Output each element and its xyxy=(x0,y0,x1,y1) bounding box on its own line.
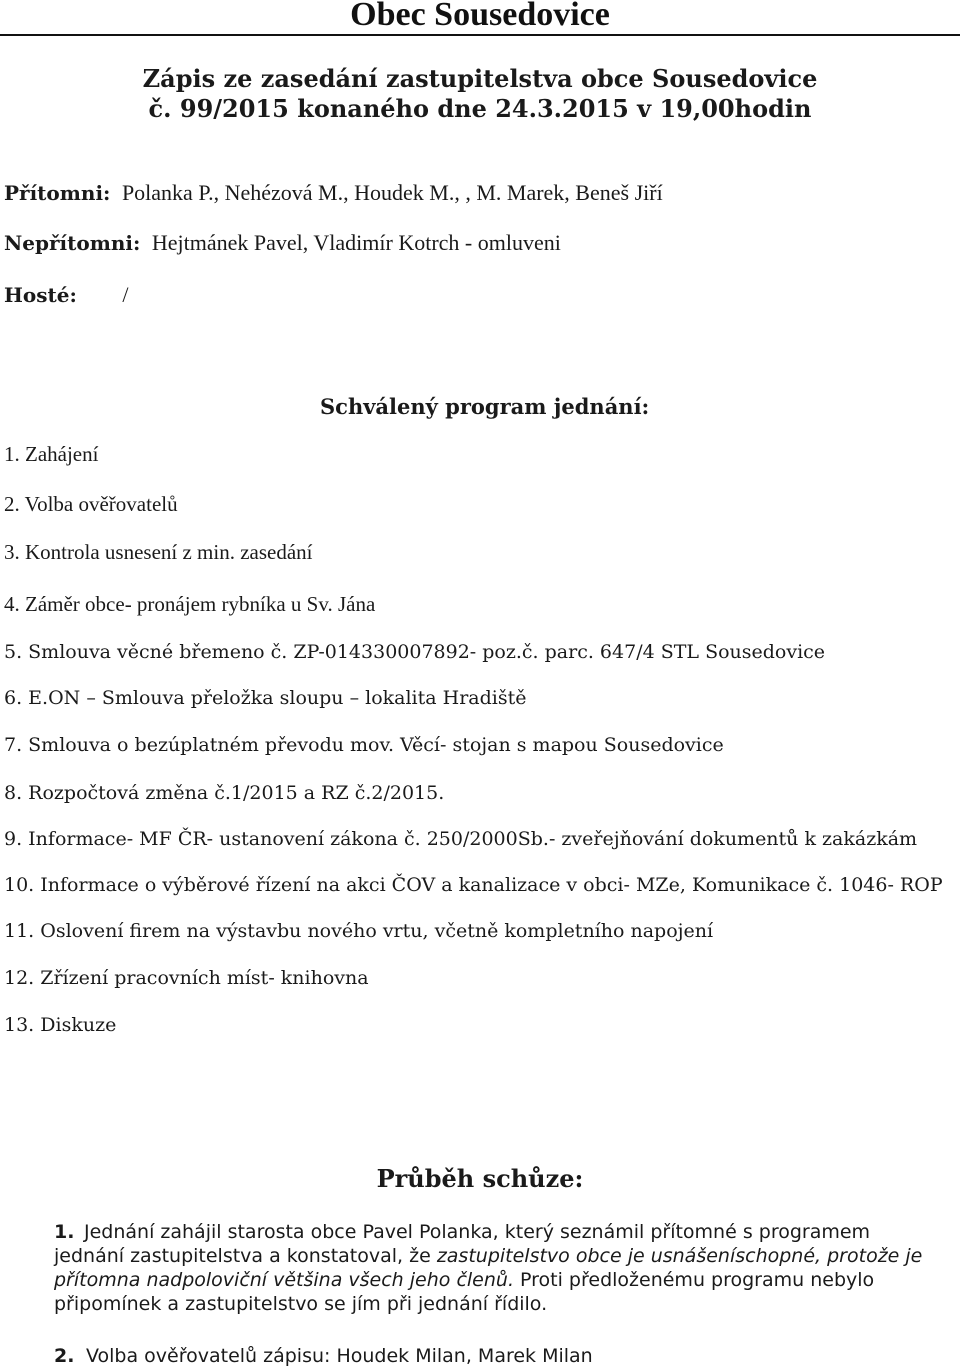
municipality-title: Obec Sousedovice xyxy=(350,0,610,33)
program-item: 4. Záměr obce- pronájem rybníka u Sv. Jána xyxy=(4,592,376,616)
program-item: 6. E.ON – Smlouva přeložka sloupu – lokalita Hradiště xyxy=(4,687,527,709)
program-item: 5. Smlouva věcné břemeno č. ZP-014330007892- poz.č. parc. 647/4 STL Sousedovice xyxy=(4,641,826,663)
paragraph-1-number: 1. xyxy=(54,1221,75,1243)
guests-label: Hosté: xyxy=(4,283,77,307)
program-item: 1. Zahájení xyxy=(4,442,99,466)
program-item: 8. Rozpočtová změna č.1/2015 a RZ č.2/2015. xyxy=(4,782,445,804)
absent-row xyxy=(4,230,561,256)
program-item: 13. Diskuze xyxy=(4,1014,117,1036)
present-value: Polanka P., Nehézová M., Houdek M., , M. Marek, Beneš Jiří xyxy=(121,180,663,205)
program-item: 7. Smlouva o bezúplatném převodu mov. Věcí- stojan s mapou Sousedovice xyxy=(4,734,724,756)
program-item: 10. Informace o výběrové řízení na akci ČOV a kanalizace v obci- MZe, Komunikace č. 1046- ROP xyxy=(4,874,943,896)
absent-value: Hejtmánek Pavel, Vladimír Kotrch - omluveni xyxy=(151,230,561,255)
program-item: 2. Volba ověřovatelů xyxy=(4,492,178,516)
present-label: Přítomni: xyxy=(4,181,111,205)
program-item: 9. Informace- MF ČR- ustanovení zákona č. 250/2000Sb.- zveřejňování dokumentů k zakázkám xyxy=(4,828,918,850)
paragraph-1-line2: jednání zastupitelstva a konstatoval, že zastupitelstvo obce je usnášeníschopné, protože je xyxy=(54,1245,923,1267)
guests-row xyxy=(4,282,128,308)
program-item: 12. Zřízení pracovních míst- knihovna xyxy=(4,967,369,989)
proceedings-heading: Průběh schůze: xyxy=(376,1164,584,1193)
paragraph-2-text: Volba ověřovatelů zápisu: Houdek Milan, Marek Milan xyxy=(86,1345,593,1367)
paragraph-2-number: 2. xyxy=(54,1345,75,1367)
guests-value: / xyxy=(122,282,129,307)
program-heading: Schválený program jednání: xyxy=(320,394,650,419)
minutes-title-line2: č. 99/2015 konaného dne 24.3.2015 v 19,00hodin xyxy=(148,94,812,123)
present-row xyxy=(4,180,663,206)
program-item: 3. Kontrola usnesení z min. zasedání xyxy=(4,540,313,564)
paragraph-1-line1: Jednání zahájil starosta obce Pavel Polanka, který seznámil přítomné s programem xyxy=(84,1221,871,1243)
program-item: 11. Oslovení firem na výstavbu nového vrtu, včetně kompletního napojení xyxy=(4,920,714,942)
paragraph-1-line3: přítomna nadpoloviční většina všech jeho členů. Proti předloženému programu nebylo xyxy=(54,1269,875,1291)
header-divider xyxy=(0,34,960,36)
paragraph-1-line4: připomínek a zastupitelstvo se jím při jednání řídilo. xyxy=(54,1293,548,1315)
minutes-title-line1: Zápis ze zasedání zastupitelstva obce Sousedovice xyxy=(142,64,818,93)
absent-label: Nepřítomni: xyxy=(4,231,141,255)
